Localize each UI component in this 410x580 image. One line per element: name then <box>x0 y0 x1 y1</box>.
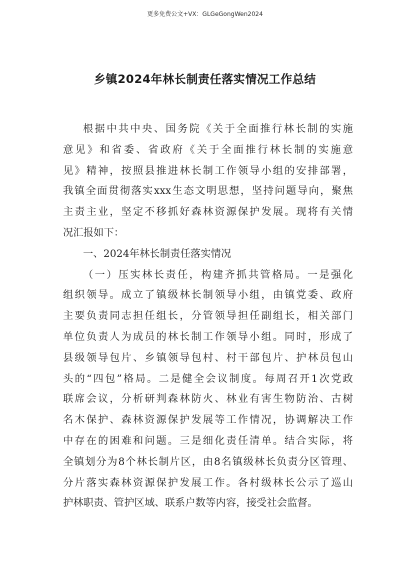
body-line: 我镇全面贯彻落实xxx生态文明思想，坚持问题导向，聚焦 <box>63 186 353 198</box>
body-line: 全镇划分为8个林长制片区，由8名镇级林长负责分区管理、 <box>63 456 353 468</box>
document-body <box>63 120 353 515</box>
body-line: 意见》和省委、省政府《关于全面推行林长制的实施意 <box>63 144 353 156</box>
body-line: 单位负责人为成员的林长制工作领导小组。同时，形成了 <box>63 331 353 343</box>
body-line: 主要负责同志担任组长，分管领导担任副组长，相关部门 <box>63 311 353 323</box>
body-line: 护林职责、管护区域、联系户数等内容，接受社会监督。 <box>63 498 318 510</box>
body-line: 中存在的困难和问题。三是细化责任清单。结合实际，将 <box>63 435 353 447</box>
body-line: 头的“四包”格局。二是健全会议制度。每周召开1次党政 <box>63 373 353 385</box>
body-line: 名木保护、森林资源保护发展等工作情况，协调解决工作 <box>63 415 353 427</box>
body-line: 一、2024年林长制责任落实情况 <box>83 248 232 260</box>
document-title: 乡镇2024年林长制责任落实情况工作总结 <box>93 72 316 86</box>
body-line: 主责主业，坚定不移抓好森林资源保护发展。现将有关情 <box>63 207 353 219</box>
body-line: 根据中共中央、国务院《关于全面推行林长制的实施 <box>83 124 353 135</box>
body-line: 联席会议，分析研判森林防火、林业有害生物防治、古树 <box>63 394 353 406</box>
body-line: 县级领导包片、乡镇领导包村、村干部包片、护林员包山 <box>63 352 353 364</box>
body-line: 见》精神，按照县推进林长制工作领导小组的安排部署， <box>63 165 353 177</box>
body-line: 分片落实森林资源保护发展工作。各村级林长公示了巡山 <box>63 477 353 489</box>
body-line: 组织领导。成立了镇级林长制领导小组，由镇党委、政府 <box>63 290 353 302</box>
body-line: 况汇报如下： <box>63 227 125 239</box>
header-note: 更多免费公文+VX：GLGeGongWen2024 <box>147 11 263 18</box>
body-line: （一）压实林长责任，构建齐抓共管格局。一是强化 <box>83 269 353 281</box>
